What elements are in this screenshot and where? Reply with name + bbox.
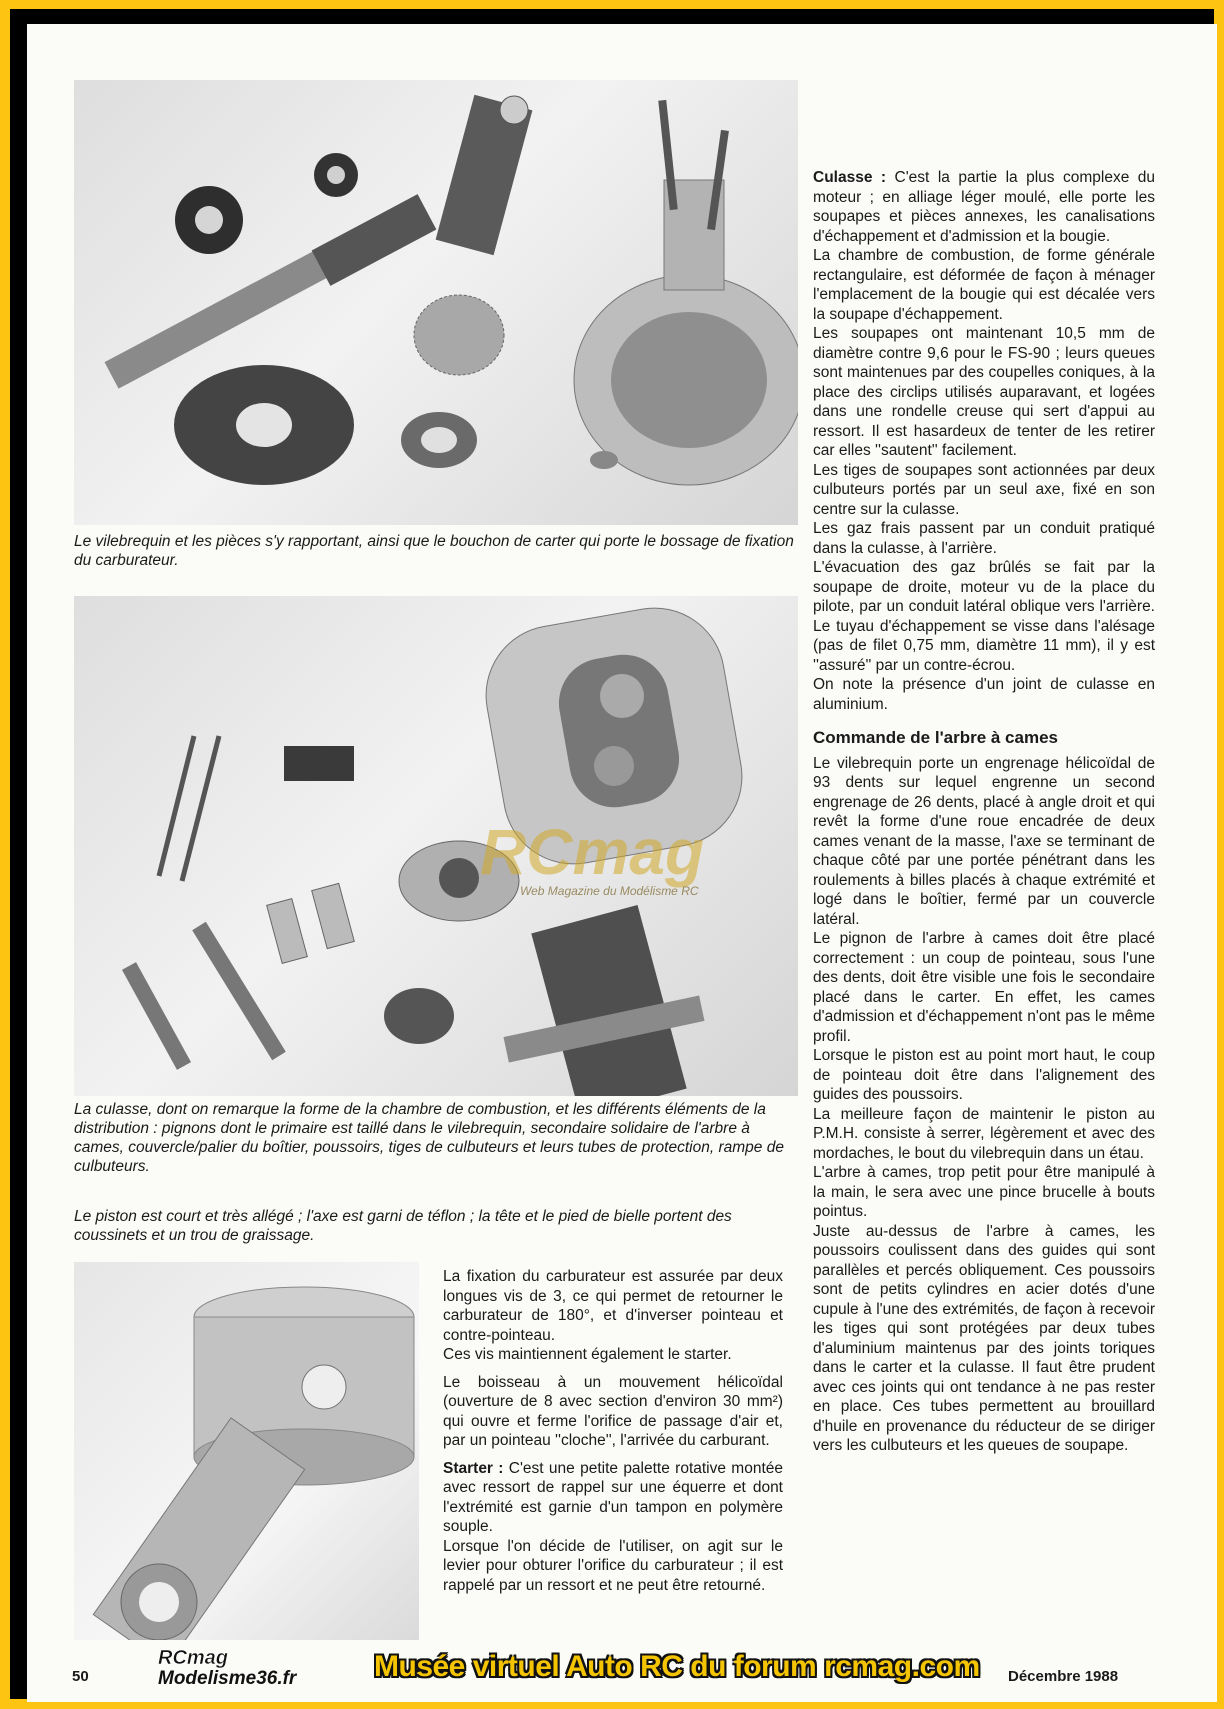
tappets-paragraph: Juste au-dessus de l'arbre à cames, les poussoirs coulissent dans des guides qui sont parallèles et percés obliquement. Ces poussoirs sont de petits cylindres en acier dotés d'une cupule à l'une des extrémités, de façon à recevoir les tiges qui sont protégées par deux tubes d'aluminium maintenus par des joints toriques dans le carter et la culasse. Il faut être prudent avec ces joints qui ont tendance à ne pas rester en place. Ces tubes permettent au brouillard d'huile en provenance du réducteur de se diriger vers les culbuteurs et les queues de soupape. [813,1222,1155,1454]
piston-photo [74,1262,419,1640]
middle-column [443,1267,783,1595]
starter-screws-paragraph: Ces vis maintiennent également le starter. [443,1346,732,1363]
starter-use-paragraph: Lorsque l'on décide de l'utiliser, on agit sur le levier pour obturer l'orifice du carburateur ; il est rappelé par un ressort et ne peut être retourné. [443,1537,783,1594]
page-number: 50 [72,1668,89,1685]
pmh-paragraph: La meilleure façon de maintenir le piston au P.M.H. consiste à serrer, légèrement et avec des mordaches, le bout du vilebrequin dans un étau. [813,1105,1155,1162]
tdc-paragraph: Lorsque le piston est au point mort haut, le coup de pointeau doit être dans l'alignement des guides des poussoirs. [813,1047,1155,1103]
tweezers-paragraph: L'arbre à cames, trop petit pour être manipulé à la main, le sera avec une pince brucelle à bouts pointus. [813,1164,1155,1220]
culasse-paragraph [813,168,1155,246]
carb-fixation-paragraph: La fixation du carburateur est assurée par deux longues vis de 3, ce qui permet de retourner le carburateur de 180°, et d'inverser pointeau et contre-pointeau. [443,1268,783,1344]
footer-logo-line1: RCmag [158,1647,229,1669]
cylinder-head-caption: La culasse, dont on remarque la forme de la chambre de combustion, et les différents éléments de la distribution : pignons dont le primaire est taillé dans le vilebrequin, secondaire solidaire de l'arbre à cames, couvercle/palier du boîtier, poussoirs, tiges de culbuteurs et leurs tubes de protection, rampe de culbuteurs. [74,1101,784,1175]
piston-caption: Le piston est court et très allégé ; l'axe est garni de téflon ; la tête et le pied de bielle portent des coussinets et un trou de graissage. [74,1208,732,1244]
watermark-logo: RCmag [480,816,705,888]
throttle-paragraph: Le boisseau à un mouvement hélicoïdal (ouverture de 8 avec section d'environ 30 mm²) qui ouvre et ferme l'orifice de passage d'air et, par un pointeau ''cloche'', l'arrivée du carburant. [443,1373,783,1449]
valves-paragraph: Les soupapes ont maintenant 10,5 mm de diamètre contre 9,6 pour le FS-90 ; leurs queues sont maintenues par des coupelles coniques, à la place des circlips utilisés auparavant, et logées dans une rondelle creuse qui sert d'appui au ressort. Il est hasardeux de tenter de les retirer car elles ''sautent'' facilement. [813,325,1155,459]
crankshaft-caption: Le vilebrequin et les pièces s'y rapportant, ainsi que le bouchon de carter qui porte le bossage de fixation du carburateur. [74,533,794,569]
watermark-tagline: Web Magazine du Modélisme RC [520,884,699,898]
intake-paragraph: Les gaz frais passent par un conduit pratiqué dans la culasse, à l'arrière. [813,520,1155,557]
exhaust-paragraph: L'évacuation des gaz brûlés se fait par la soupape de droite, moteur vu de la place du pilote, par un conduit latéral oblique vers l'arrière. Le tuyau d'échappement se visse dans l'alésage (pas de filet 0,75 mm, diamètre 11 mm), il y est ''assuré'' par un contre-écrou. [813,559,1155,674]
cylinder-head-photo [74,596,798,1096]
culasse-text: C'est la partie la plus complexe du moteur ; en alliage léger moulé, elle porte les soupapes et pièces annexes, les canalisations d'échappement et d'admission et la bougie. [813,169,1156,245]
starter-paragraph [443,1459,783,1537]
museum-banner: Musée virtuel Auto RC du forum rcmag.com [374,1650,980,1683]
camshaft-heading: Commande de l'arbre à cames [813,728,1058,747]
right-column [813,168,1155,1456]
gasket-paragraph: On note la présence d'un joint de culasse en aluminium. [813,676,1155,713]
pinion-paragraph: Le pignon de l'arbre à cames doit être placé correctement : un coup de pointeau, sous l'une des dents, doit être visible une fois le secondaire placé dans le carter. En effet, les cames d'admission et d'échappement n'ont pas le même profil. [813,930,1155,1045]
footer-logo-line2: Modelisme36.fr [158,1668,297,1689]
issue-date: Décembre 1988 [1008,1668,1119,1685]
crankshaft-photo [74,80,798,525]
starter-text: C'est une petite palette rotative montée avec ressort de rappel sur une équerre et dont l'extrémité est garnie d'un tampon en polymère souple. [443,1459,784,1535]
chamber-paragraph: La chambre de combustion, de forme générale rectangulaire, est déformée de façon à ménager l'emplacement de la bougie qui est décalée vers la soupape d'échappement. [813,247,1155,323]
culasse-label: Culasse : [813,169,887,186]
gear-paragraph: Le vilebrequin porte un engrenage hélicoïdal de 93 dents sur lequel engrenne un second engrenage de 26 dents, placé à angle droit et qui revêt la forme d'une roue encadrée de deux cames venant de la masse, l'axe se terminant de chaque côté par une portée pénétrant dans les roulements à billes placés à chaque extrémité et logé dans le boîtier, fermé par un couvercle latéral. [813,754,1155,928]
rcmag-footer-logo [158,1648,338,1692]
valve-rods-paragraph: Les tiges de soupapes sont actionnées par deux culbuteurs portés par un seul axe, fixé en son centre sur la culasse. [813,461,1155,518]
starter-label: Starter : [443,1459,504,1477]
